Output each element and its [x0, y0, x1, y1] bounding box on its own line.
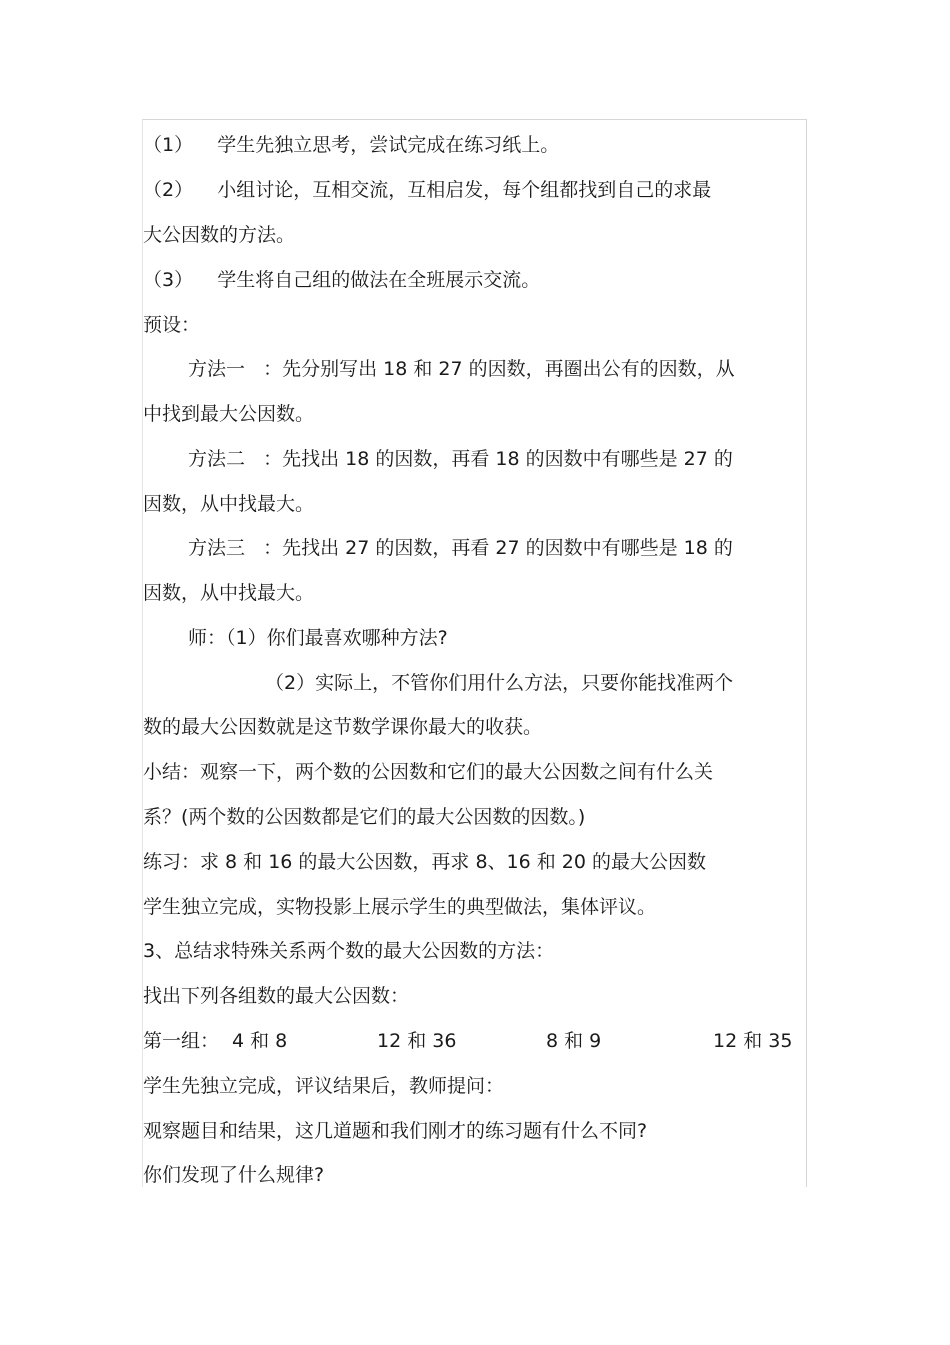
text-line: 中找到最大公因数。 [143, 403, 315, 425]
group-item: 12 和 36 [377, 1030, 457, 1052]
text-line: 数的最大公因数就是这节数学课你最大的收获。 [143, 716, 543, 738]
text-line: 大公因数的方法。 [143, 224, 296, 246]
text-line: 你们发现了什么规律? [143, 1164, 325, 1186]
text-line: （2） 小组讨论，互相交流，互相启发，每个组都找到自己的求最 [143, 179, 712, 201]
text-line: 观察题目和结果，这几道题和我们刚才的练习题有什么不同? [143, 1120, 648, 1142]
page-frame-top [143, 119, 807, 120]
text-line: 系？(两个数的公因数都是它们的最大公因数的因数。) [143, 806, 586, 828]
text-line: 3、总结求特殊关系两个数的最大公因数的方法： [143, 940, 555, 962]
text-line: 方法二 ：先找出 18 的因数，再看 18 的因数中有哪些是 27 的 [188, 448, 733, 470]
text-line: （2）实际上，不管你们用什么方法，只要你能找准两个 [265, 672, 734, 694]
text-line: 学生独立完成，实物投影上展示学生的典型做法，集体评议。 [143, 896, 657, 918]
text-line: 因数，从中找最大。 [143, 493, 315, 515]
text-line: 师：（1）你们最喜欢哪种方法? [188, 627, 448, 649]
group-item: 8 和 9 [546, 1030, 602, 1052]
group-item: 4 和 8 [232, 1030, 288, 1052]
text-line: 因数，从中找最大。 [143, 582, 315, 604]
group-item: 12 和 35 [713, 1030, 793, 1052]
text-line: 小结：观察一下，两个数的公因数和它们的最大公因数之间有什么关 [143, 761, 714, 783]
text-line: 找出下列各组数的最大公因数： [143, 985, 410, 1007]
text-line: （1） 学生先独立思考，尝试完成在练习纸上。 [143, 134, 560, 156]
group-label: 第一组： [143, 1030, 220, 1052]
text-line: 预设： [143, 314, 201, 336]
text-line: 学生先独立完成，评议结果后，教师提问： [143, 1075, 505, 1097]
text-line: 方法一 ：先分别写出 18 和 27 的因数，再圈出公有的因数，从 [188, 358, 735, 380]
text-line: （3） 学生将自己组的做法在全班展示交流。 [143, 269, 541, 291]
text-line: 练习：求 8 和 16 的最大公因数，再求 8、16 和 20 的最大公因数 [143, 851, 707, 873]
text-line: 方法三 ：先找出 27 的因数，再看 27 的因数中有哪些是 18 的 [188, 537, 733, 559]
